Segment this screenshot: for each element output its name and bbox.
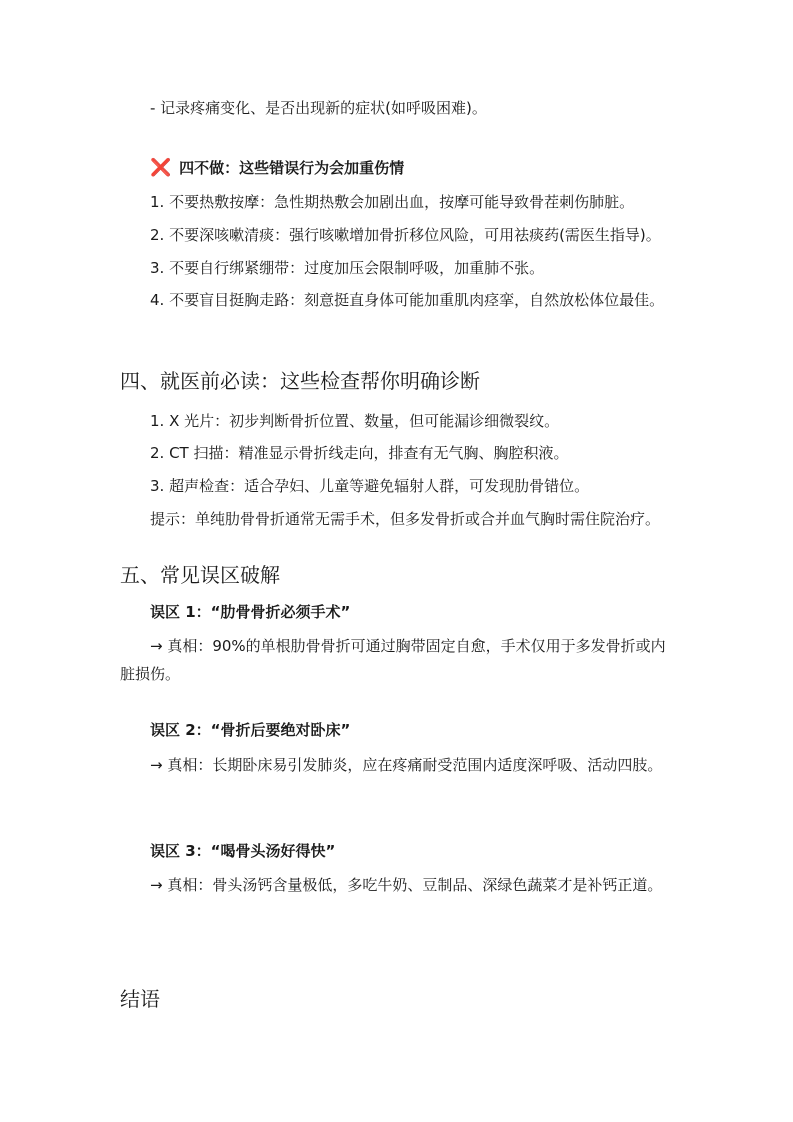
check-item: 2. CT 扫描：精准显示骨折线走向，排查有无气胸、胸腔积液。	[150, 444, 569, 462]
check-item: 1. X 光片：初步判断骨折位置、数量，但可能漏诊细微裂纹。	[150, 412, 560, 430]
myth-truth: → 真相：骨头汤钙含量极低，多吃牛奶、豆制品、深绿色蔬菜才是补钙正道。	[150, 876, 663, 894]
section4-heading: 四、就医前必读：这些检查帮你明确诊断	[120, 369, 480, 393]
dont-item: 3. 不要自行绑紧绷带：过度加压会限制呼吸，加重肺不张。	[150, 259, 545, 277]
tip-line: 提示：单纯肋骨骨折通常无需手术，但多发骨折或合并血气胸时需住院治疗。	[150, 510, 661, 528]
myth-title: 误区 1：“肋骨骨折必须手术”	[150, 603, 351, 621]
dont-item: 2. 不要深咳嗽清痰：强行咳嗽增加骨折移位风险，可用祛痰药(需医生指导)。	[150, 226, 661, 244]
section5-heading: 五、常见误区破解	[120, 563, 280, 587]
myth-truth: → 真相：90%的单根肋骨骨折可通过胸带固定自愈，手术仅用于多发骨折或内脏损伤。	[120, 637, 666, 683]
dont-section-title	[150, 157, 675, 180]
dont-title-text: 四不做：这些错误行为会加重伤情	[179, 159, 405, 177]
myth-title: 误区 3：“喝骨头汤好得快”	[150, 842, 336, 860]
check-item: 3. 超声检查：适合孕妇、儿童等避免辐射人群，可发现肋骨错位。	[150, 477, 590, 495]
dont-item: 4. 不要盲目挺胸走路：刻意挺直身体可能加重肌肉痉挛，自然放松体位最佳。	[150, 291, 665, 309]
myth-title: 误区 2：“骨折后要绝对卧床”	[150, 721, 351, 739]
dont-item: 1. 不要热敷按摩：急性期热敷会加剧出血，按摩可能导致骨茬刺伤肺脏。	[150, 193, 635, 211]
conclusion-heading: 结语	[120, 987, 160, 1011]
cross-mark-icon: ❌	[150, 158, 172, 178]
bullet-line: - 记录疼痛变化、是否出现新的症状(如呼吸困难)。	[150, 99, 487, 117]
myth-truth: → 真相：长期卧床易引发肺炎，应在疼痛耐受范围内适度深呼吸、活动四肢。	[150, 756, 663, 774]
